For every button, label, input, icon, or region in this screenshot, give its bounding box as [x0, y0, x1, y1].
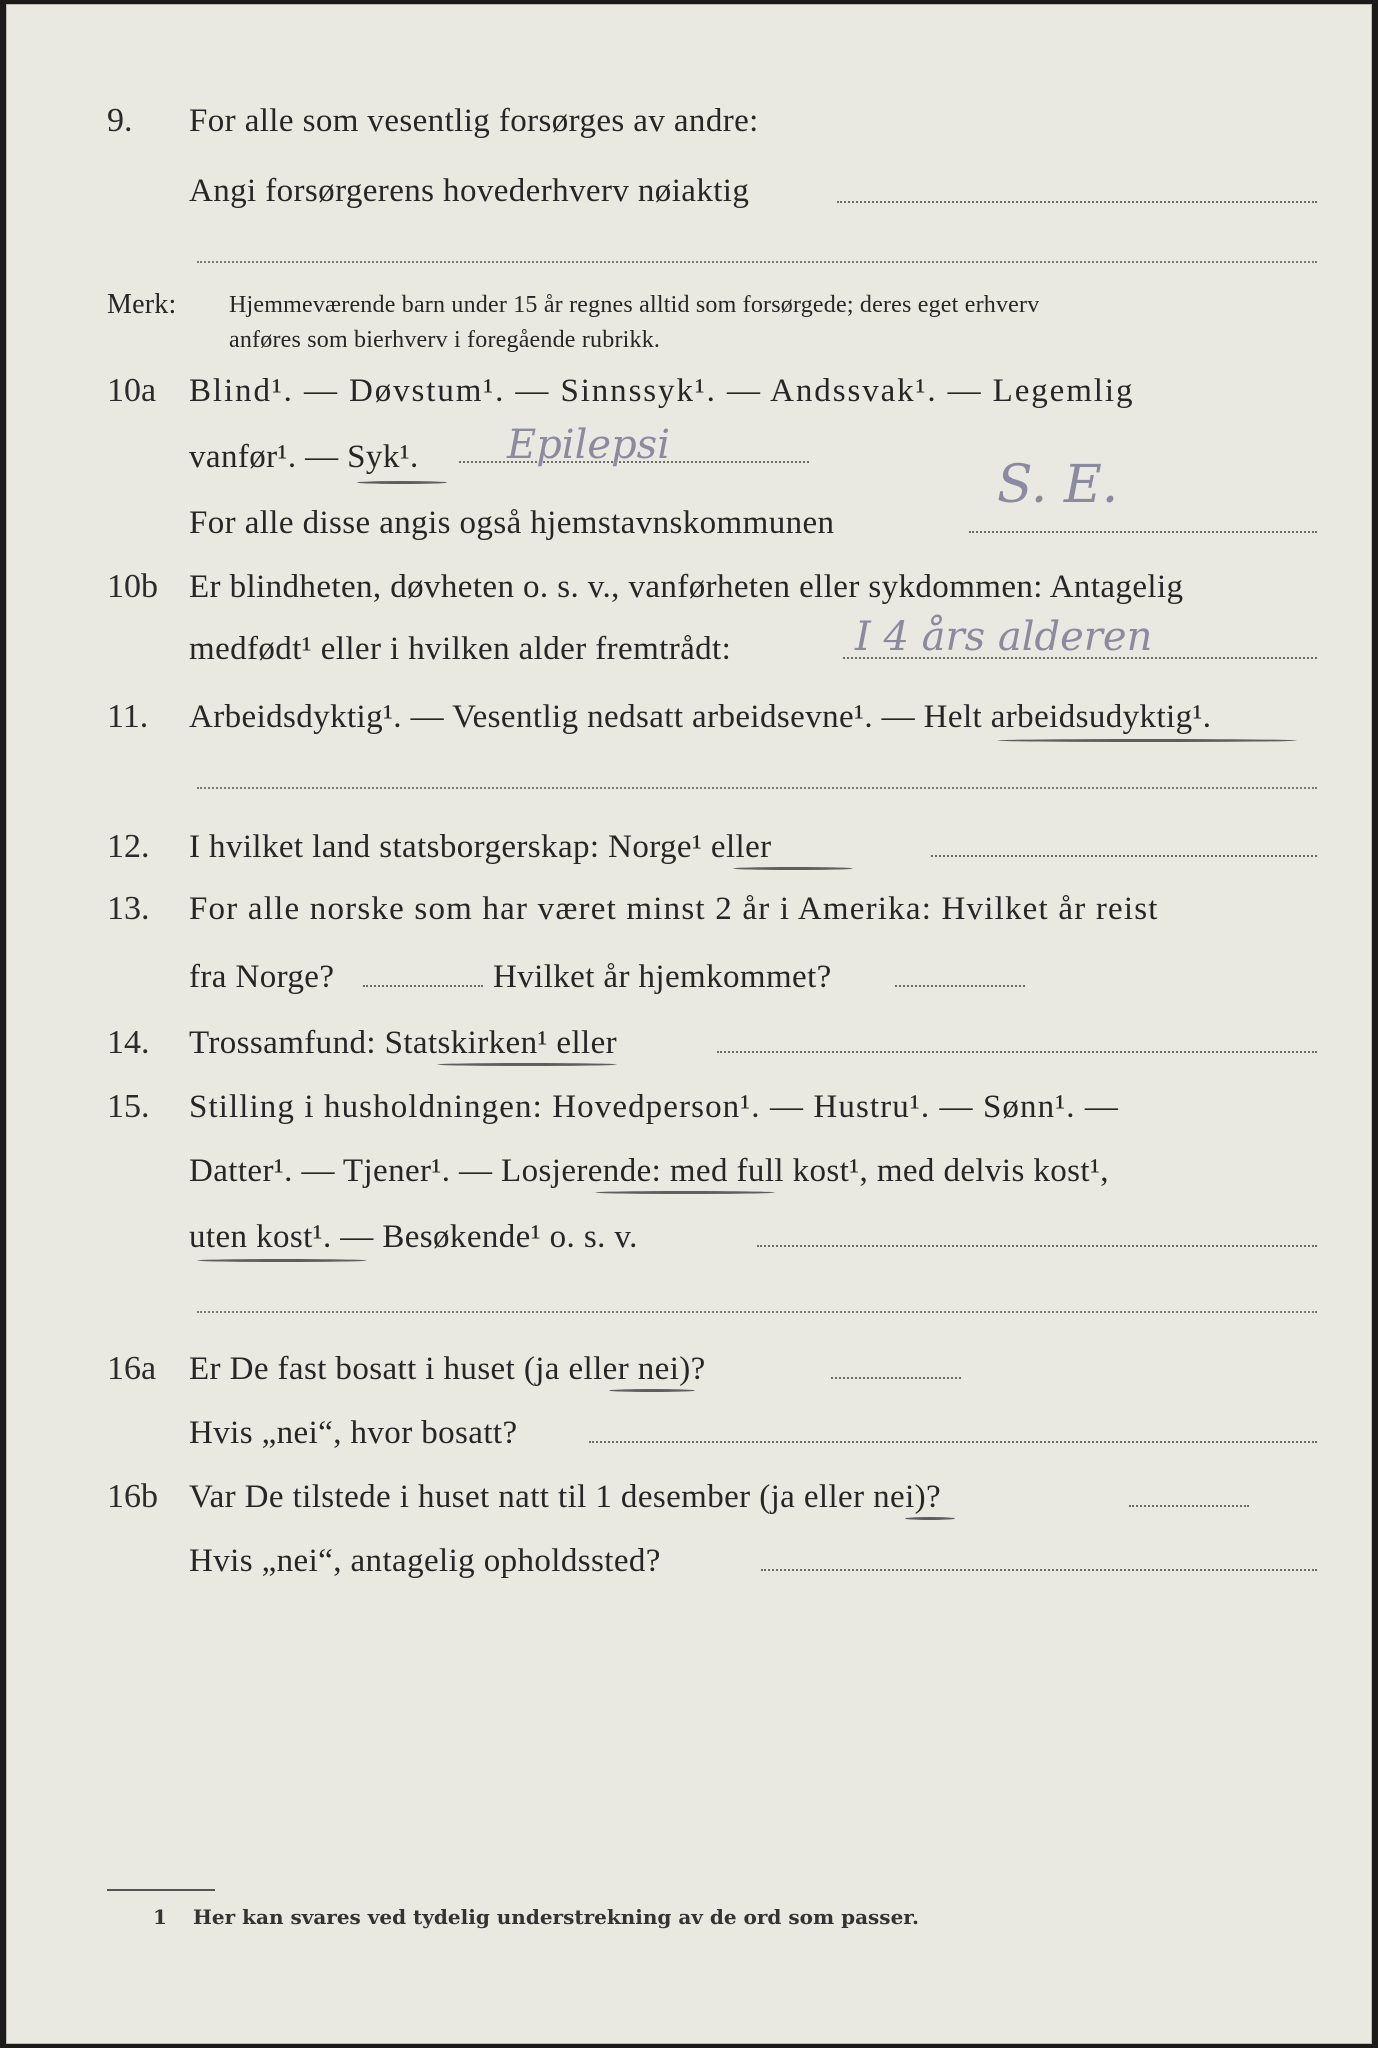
answer-line[interactable]	[969, 531, 1317, 533]
answer-line[interactable]	[837, 201, 1317, 203]
question-text: Hvilket år hjemkommet?	[493, 959, 832, 995]
question-text: Hvis „nei“, hvor bosatt?	[189, 1415, 518, 1451]
question-text: uten kost¹. — Besøkende¹ o. s. v.	[189, 1219, 638, 1255]
handwritten-answer: I 4 års alderen	[855, 614, 1153, 660]
question-text: medfødt¹ eller i hvilken alder fremtrådt:	[189, 631, 732, 667]
note-label: Merk:	[107, 289, 177, 320]
census-form-page	[6, 4, 1372, 2044]
note-text: Hjemmeværende barn under 15 år regnes alltid som forsørgede; deres eget erhverv	[229, 292, 1040, 318]
question-number: 10a	[107, 372, 157, 409]
footnote-rule	[107, 1889, 215, 1891]
question-text: Stilling i husholdningen: Hovedperson¹. — Hustru¹. — Sønn¹. —	[189, 1089, 1120, 1125]
question-number: 16a	[107, 1350, 157, 1387]
pencil-underline	[357, 481, 447, 484]
question-number: 12.	[107, 828, 150, 865]
question-number: 13.	[107, 890, 150, 927]
answer-line[interactable]	[761, 1569, 1317, 1571]
answer-line[interactable]	[363, 985, 483, 987]
answer-line[interactable]	[831, 1377, 961, 1379]
question-number: 14.	[107, 1024, 150, 1061]
question-number: 11.	[107, 698, 149, 735]
pencil-underline	[733, 867, 853, 870]
question-text: Var De tilstede i huset natt til 1 desember (ja eller nei)?	[189, 1479, 942, 1515]
answer-line[interactable]	[197, 1311, 1317, 1313]
answer-line[interactable]	[1129, 1505, 1249, 1507]
question-text: Er blindheten, døvheten o. s. v., vanførheten eller sykdommen: Antagelig	[189, 569, 1184, 605]
question-text: Datter¹. — Tjener¹. — Losjerende: med full kost¹, med delvis kost¹,	[189, 1153, 1109, 1189]
question-text: For alle som vesentlig forsørges av andre:	[189, 103, 759, 139]
handwritten-answer: S. E.	[997, 455, 1119, 515]
question-text: I hvilket land statsborgerskap: Norge¹ eller	[189, 829, 772, 865]
pencil-underline	[437, 1063, 617, 1066]
question-text: Hvis „nei“, antagelig opholdssted?	[189, 1543, 661, 1579]
footnote-mark: 1	[153, 1905, 167, 1929]
answer-line[interactable]	[757, 1245, 1317, 1247]
pencil-underline	[905, 1517, 955, 1520]
note-text: anføres som bierhverv i foregående rubrikk.	[229, 327, 661, 353]
question-text: For alle disse angis også hjemstavnskommunen	[189, 505, 835, 541]
answer-line[interactable]	[589, 1441, 1317, 1443]
pencil-underline	[197, 1259, 367, 1262]
question-number: 16b	[107, 1478, 158, 1515]
pencil-underline	[595, 1191, 775, 1194]
question-text: vanfør¹. — Syk¹.	[189, 439, 419, 475]
answer-line[interactable]	[895, 985, 1025, 987]
question-text: Angi forsørgerens hovederhverv nøiaktig	[189, 173, 750, 209]
question-text: For alle norske som har været minst 2 år i Amerika: Hvilket år reist	[189, 891, 1159, 927]
footnote-text: Her kan svares ved tydelig understrekning av de ord som passer.	[193, 1905, 919, 1929]
question-text: Er De fast bosatt i huset (ja eller nei)?	[189, 1351, 706, 1387]
question-text: fra Norge?	[189, 959, 335, 995]
pencil-underline	[609, 1389, 695, 1392]
answer-line[interactable]	[197, 787, 1317, 789]
question-text: Trossamfund: Statskirken¹ eller	[189, 1025, 618, 1061]
answer-line[interactable]	[931, 855, 1317, 857]
question-text: Blind¹. — Døvstum¹. — Sinnssyk¹. — Andssvak¹. — Legemlig	[189, 373, 1135, 409]
question-text: Arbeidsdyktig¹. — Vesentlig nedsatt arbeidsevne¹. — Helt arbeidsudyktig¹.	[189, 699, 1212, 735]
question-number: 10b	[107, 568, 158, 605]
pencil-underline	[997, 739, 1297, 742]
question-number: 9.	[107, 102, 133, 139]
answer-line[interactable]	[197, 261, 1317, 263]
question-number: 15.	[107, 1088, 150, 1125]
answer-line[interactable]	[717, 1051, 1317, 1053]
handwritten-answer: Epilepsi	[507, 422, 670, 468]
